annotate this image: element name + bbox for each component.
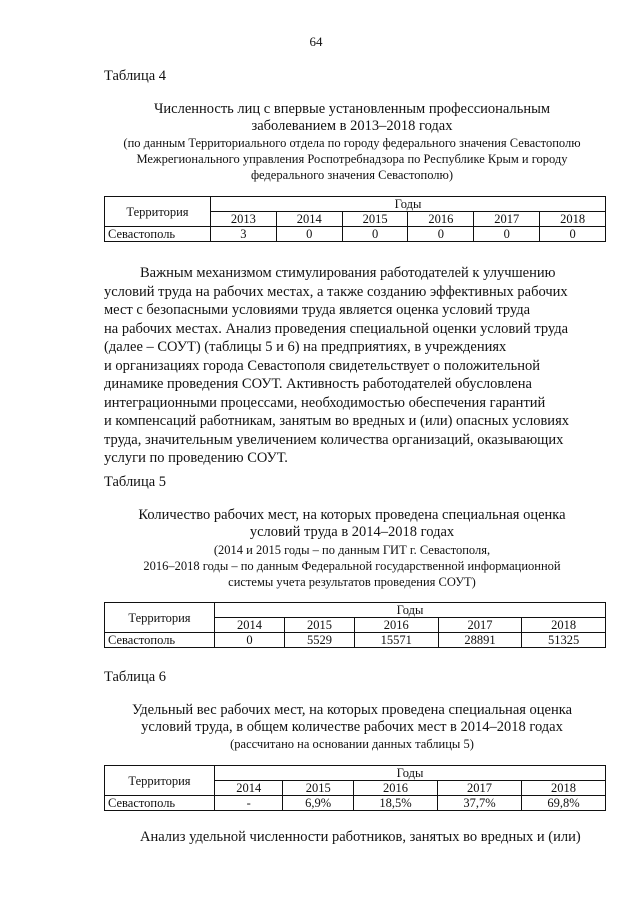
table6 — [104, 765, 606, 811]
table6-row-label: Севастополь — [105, 796, 215, 811]
table5-year: 2017 — [438, 618, 522, 633]
table5-cell: 51325 — [522, 633, 606, 648]
table4-year: 2014 — [276, 212, 342, 227]
table4 — [104, 196, 606, 242]
paragraph-line: услуги по проведению СОУТ. — [104, 450, 288, 466]
table-row — [105, 227, 606, 242]
table6-year: 2016 — [354, 781, 438, 796]
table4-row-label: Севастополь — [105, 227, 211, 242]
table4-cell: 0 — [342, 227, 408, 242]
table5-year: 2015 — [284, 618, 354, 633]
table4-year: 2013 — [211, 212, 277, 227]
table6-year: 2017 — [438, 781, 522, 796]
paragraph-line: интеграционными процессами, необходимостью обеспечения гарантий — [104, 394, 546, 411]
table4-cell: 0 — [540, 227, 606, 242]
table4-source: (по данным Территориального отдела по городу федерального значения Севастополю Межрегионального управления Роспотребнадзора по Республике Крым и городу федерального значения Севастополю) — [123, 136, 581, 182]
page-number: 64 — [309, 34, 323, 49]
table6-cell: 69,8% — [521, 796, 605, 811]
body-paragraph — [104, 264, 608, 468]
table5-source: (2014 и 2015 годы – по данным ГИТ г. Севастополя, 2016–2018 годы – по данным Федеральной государственной информационной системы учета результатов проведения СОУТ) — [143, 543, 561, 589]
table-row — [105, 633, 606, 648]
table4-header-territory: Территория — [105, 197, 211, 227]
table6-cell: 37,7% — [438, 796, 522, 811]
table5-row-label: Севастополь — [105, 633, 215, 648]
table6-label: Таблица 6 — [104, 669, 167, 685]
table5-cell: 28891 — [438, 633, 522, 648]
table6-year: 2018 — [521, 781, 605, 796]
table6-cell: - — [215, 796, 283, 811]
table5-year: 2018 — [522, 618, 606, 633]
table6-cell: 18,5% — [354, 796, 438, 811]
table6-header-years: Годы — [215, 766, 606, 781]
table4-year: 2018 — [540, 212, 606, 227]
paragraph-line: Анализ удельной численности работников, занятых во вредных и (или) — [140, 829, 581, 845]
table4-year: 2017 — [474, 212, 540, 227]
table5-title: Количество рабочих мест, на которых проведена специальная оценка условий труда в 2014–2018 годах — [138, 507, 566, 540]
table6-year: 2015 — [283, 781, 354, 796]
table6-cell: 6,9% — [283, 796, 354, 811]
table5 — [104, 602, 606, 648]
table5-header-years: Годы — [215, 603, 606, 618]
table6-source: (рассчитано на основании данных таблицы 5) — [230, 737, 474, 751]
body-paragraph — [104, 828, 608, 847]
paragraph-line: (далее – СОУТ) (таблицы 5 и 6) на предприятиях, в учреждениях — [104, 339, 507, 355]
table5-label: Таблица 5 — [104, 474, 167, 490]
table5-cell: 0 — [215, 633, 285, 648]
table4-year: 2016 — [408, 212, 474, 227]
table4-cell: 3 — [211, 227, 277, 242]
table5-year: 2014 — [215, 618, 285, 633]
table4-cell: 0 — [474, 227, 540, 242]
table4-header-years: Годы — [211, 197, 606, 212]
table-row — [105, 796, 606, 811]
paragraph-line: условий труда на рабочих местах, а также созданию эффективных рабочих — [104, 283, 568, 300]
table4-cell: 0 — [408, 227, 474, 242]
table5-cell: 15571 — [354, 633, 438, 648]
table5-year: 2016 — [354, 618, 438, 633]
paragraph-line: Важным механизмом стимулирования работодателей к улучшению — [140, 265, 556, 281]
paragraph-line: и компенсаций работникам, занятым во вредных и (или) опасных условиях — [104, 413, 569, 429]
table4-title: Численность лиц с впервые установленным профессиональным заболеванием в 2013–2018 годах — [153, 101, 551, 134]
table4-cell: 0 — [276, 227, 342, 242]
table6-year: 2014 — [215, 781, 283, 796]
paragraph-line: на рабочих местах. Анализ проведения специальной оценки условий труда — [104, 320, 569, 337]
table4-year: 2015 — [342, 212, 408, 227]
paragraph-line: мест с безопасными условиями труда является оценка условий труда — [104, 302, 531, 318]
table6-title: Удельный вес рабочих мест, на которых проведена специальная оценка условий труда, в общем количестве рабочих мест в 2014–2018 годах — [131, 702, 573, 735]
table4-label: Таблица 4 — [104, 68, 167, 84]
paragraph-line: труда, значительным увеличением количества организаций, оказывающих — [104, 431, 564, 448]
table5-header-territory: Территория — [105, 603, 215, 633]
table6-header-territory: Территория — [105, 766, 215, 796]
paragraph-line: и организациях города Севастополя свидетельствует о положительной — [104, 357, 540, 374]
table5-cell: 5529 — [284, 633, 354, 648]
paragraph-line: динамике проведения СОУТ. Активность работодателей обусловлена — [104, 376, 532, 392]
